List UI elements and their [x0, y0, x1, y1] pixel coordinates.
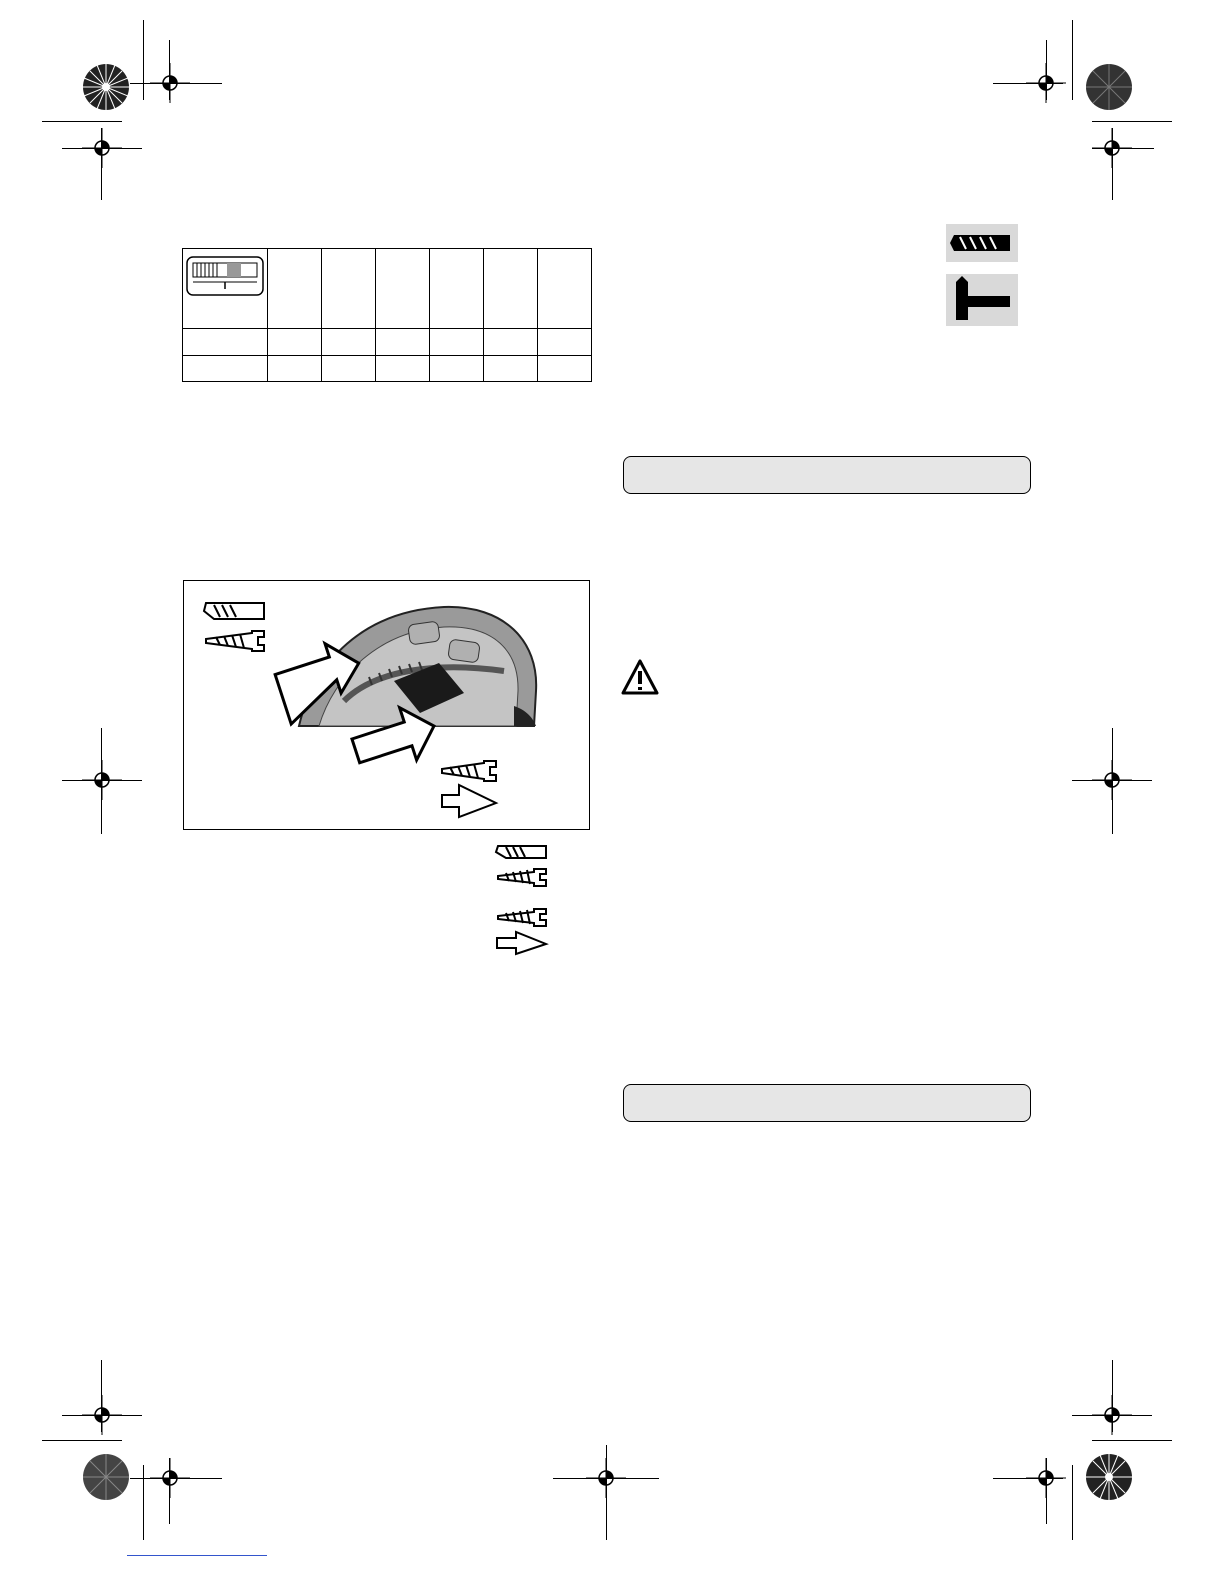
hammer-mode-icon: [946, 274, 1018, 326]
screw-icon: [442, 761, 496, 781]
table-cell: [268, 329, 322, 356]
speed-table: [182, 248, 592, 382]
table-cell: [376, 329, 430, 356]
screw-icon: [498, 869, 546, 886]
table-cell: [484, 355, 538, 382]
table-cell: [430, 329, 484, 356]
table-cell: [322, 329, 376, 356]
color-wheel-icon: [1085, 63, 1133, 111]
legend-screw-arrow: [494, 904, 550, 961]
color-wheel-icon: [1085, 1453, 1133, 1501]
drill-bit-icon: [204, 603, 264, 619]
screw-icon: [206, 631, 264, 651]
section-header-bar: [623, 1084, 1031, 1122]
footer-rule: [127, 1555, 267, 1556]
table-cell: [268, 355, 322, 382]
table-cell: [538, 355, 592, 382]
arrow-right-icon: [442, 785, 496, 817]
table-cell: [376, 355, 430, 382]
warning-triangle-icon: [621, 658, 659, 701]
screw-icon: [498, 909, 546, 926]
color-wheel-icon: [82, 63, 130, 111]
color-wheel-icon: [82, 1453, 130, 1501]
table-cell: [322, 355, 376, 382]
drill-mode-icon: [946, 224, 1018, 262]
table-cell: [183, 329, 268, 356]
section-header-bar: [623, 456, 1031, 494]
drill-bit-icon: [496, 846, 546, 858]
table-cell: [430, 355, 484, 382]
table-cell: [538, 329, 592, 356]
rotation-switch-figure: [183, 580, 590, 830]
arrow-right-icon: [497, 932, 546, 954]
speed-dial-header: [183, 249, 268, 329]
legend-drill-screw: [494, 842, 550, 897]
speed-dial-icon: [183, 249, 267, 325]
table-cell: [484, 329, 538, 356]
table-cell: [183, 355, 268, 382]
